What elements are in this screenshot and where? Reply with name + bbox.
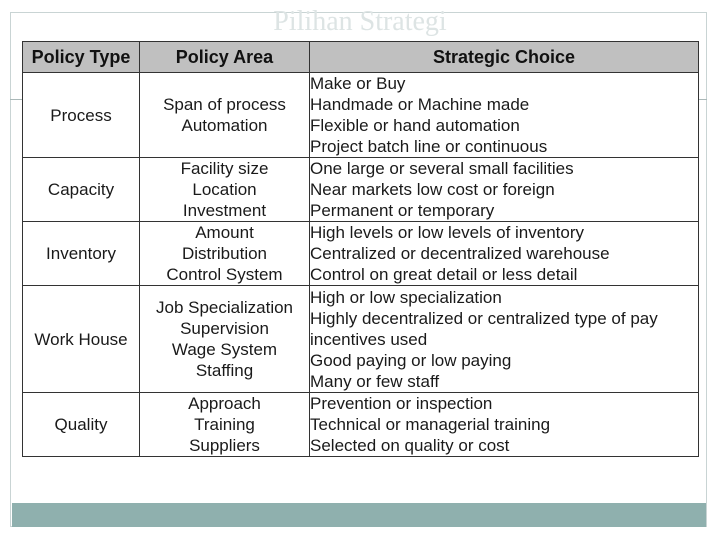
strategic-choice-item: Centralized or decentralized warehouse: [310, 244, 610, 263]
policy-area-item: Investment: [182, 201, 267, 220]
table-row: [23, 286, 699, 393]
strategic-choice-item: Control on great detail or less detail: [310, 265, 578, 284]
policy-type-cell: Quality: [23, 393, 140, 457]
policy-area-item: Distribution: [181, 244, 268, 263]
strategic-choice-item: Prevention or inspection: [310, 394, 493, 413]
policy-area-item: Location: [192, 180, 257, 199]
policy-area-cell: [140, 73, 310, 158]
table-row: [23, 222, 699, 286]
strategic-choice-item: Good paying or low paying: [310, 350, 512, 370]
slide-title: Pilihan Strategi: [273, 6, 447, 37]
footer-bar: [12, 503, 706, 527]
divider-line-left: [10, 99, 22, 100]
policy-table: [22, 41, 699, 457]
policy-area-item: Facility size: [180, 159, 269, 178]
policy-area-item: Training: [194, 415, 255, 434]
strategic-choice-item: Selected on quality or cost: [310, 436, 510, 455]
divider-line-right: [698, 99, 707, 100]
table-header-row: [23, 42, 699, 73]
strategic-choice-item: Technical or managerial training: [310, 415, 551, 434]
policy-area-item: Span of process: [163, 95, 286, 114]
strategic-choice-item: incentives used: [310, 329, 428, 349]
policy-area-item: Approach: [188, 394, 261, 413]
policy-area-item: Automation: [181, 116, 268, 135]
strategic-choice-cell: [310, 222, 699, 286]
strategic-choice-item: Many or few staff: [310, 371, 440, 391]
strategic-choice-cell: [310, 393, 699, 457]
strategic-choice-cell: [310, 158, 699, 222]
policy-area-item: Control System: [166, 265, 283, 284]
table-row: [23, 73, 699, 158]
policy-area-cell: [140, 222, 310, 286]
policy-area-item: Job Specialization: [155, 298, 294, 317]
strategic-choice-cell: [310, 73, 699, 158]
policy-area-cell: [140, 286, 310, 393]
strategic-choice-item: High levels or low levels of inventory: [310, 223, 585, 242]
policy-type-cell: Capacity: [23, 158, 140, 222]
strategic-choice-item: Permanent or temporary: [310, 201, 495, 220]
strategic-choice-item: Near markets low cost or foreign: [310, 180, 555, 199]
table-row: [23, 158, 699, 222]
strategic-choice-item: High or low specialization: [310, 287, 502, 307]
header-strategic-choice: Strategic Choice: [310, 42, 699, 73]
header-policy-area: Policy Area: [140, 42, 310, 73]
policy-type-cell: Work House: [23, 286, 140, 393]
policy-type-cell: Process: [23, 73, 140, 158]
strategic-choice-item: Handmade or Machine made: [310, 95, 530, 114]
policy-area-item: Wage System: [171, 340, 278, 359]
strategic-choice-item: Flexible or hand automation: [310, 116, 520, 135]
strategic-choice-item: Highly decentralized or centralized type of pay: [310, 308, 658, 328]
policy-area-item: Suppliers: [189, 436, 260, 455]
policy-area-item: Supervision: [180, 319, 269, 338]
policy-area-cell: [140, 393, 310, 457]
policy-area-cell: [140, 158, 310, 222]
strategic-choice-item: Project batch line or continuous: [310, 137, 548, 156]
strategic-choice-item: Make or Buy: [310, 74, 406, 93]
policy-area-item: Staffing: [195, 361, 254, 380]
policy-area-item: Amount: [195, 223, 254, 242]
strategic-choice-item: One large or several small facilities: [310, 159, 574, 178]
table-row: [23, 393, 699, 457]
strategic-choice-cell: [310, 286, 699, 393]
header-policy-type: Policy Type: [23, 42, 140, 73]
policy-type-cell: Inventory: [23, 222, 140, 286]
